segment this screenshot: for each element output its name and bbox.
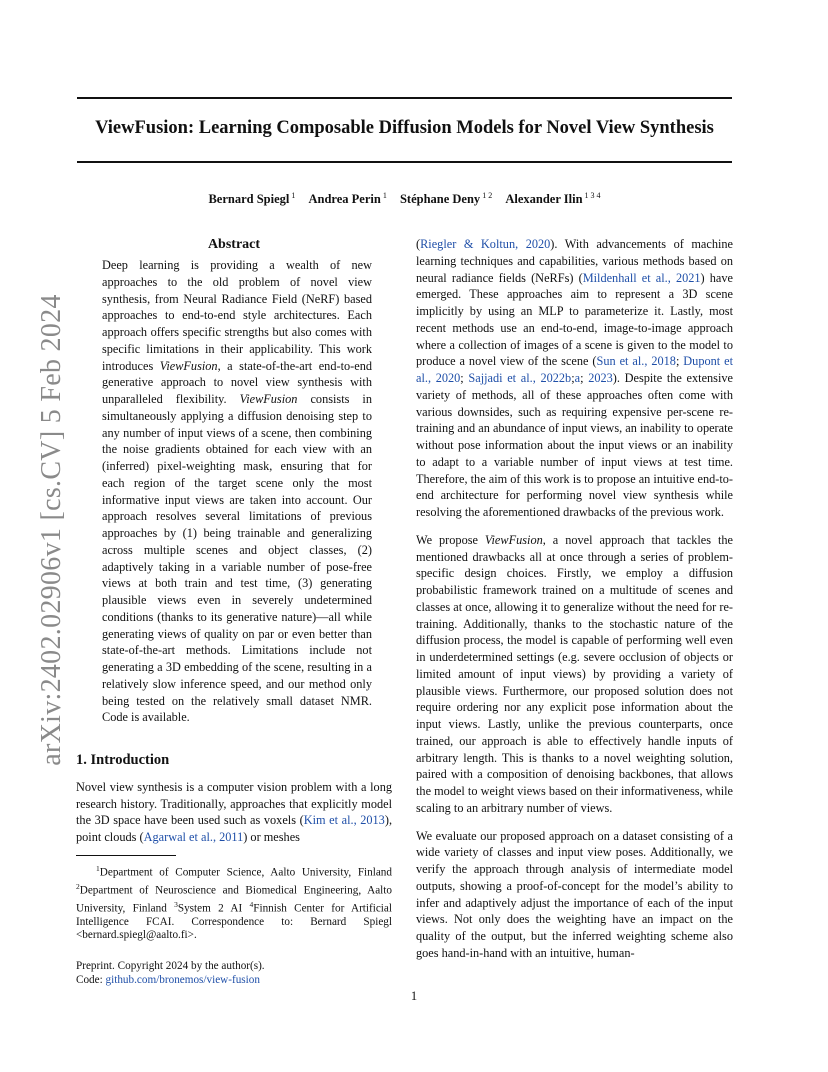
author-affiliation: 1 2	[482, 191, 493, 200]
method-name: ViewFusion	[159, 358, 218, 373]
author-name: Alexander Ilin	[505, 192, 583, 207]
footnote-marker: 3	[174, 899, 178, 909]
intro-text: ) or meshes	[243, 830, 300, 844]
affiliation: Department of Neuroscience and Biomedical Engineering, Aalto University, Finland	[76, 884, 392, 915]
title-top-rule	[77, 97, 732, 99]
title-bottom-rule	[77, 161, 732, 163]
intro-text: Novel view synthesis is a computer vision problem with a long research history. Traditionally, approaches that explicitly model the 3D space have been used such as voxels (	[76, 779, 392, 828]
code-repository-link[interactable]: github.com/bronemos/view-fusion	[105, 974, 260, 987]
footnote-marker: 1	[96, 863, 100, 873]
author	[309, 192, 387, 206]
intro-text: ). Despite the extensive variety of methods, all of these approaches often come with various downsides, such as requiring expensive per-scene re-training and an abundance of input views, an inability to operate without pose information about the input views or an inability to adapt to a variable number of input views at test time. Therefore, the aim of this work is to propose an intuitive end-to-end architecture for performing novel view synthesis while resolving the aforementioned drawbacks of the previous work.	[416, 371, 733, 519]
author	[505, 192, 600, 206]
intro-text: ), point clouds (	[76, 813, 393, 844]
author	[400, 192, 492, 206]
introduction-paragraph	[76, 779, 392, 846]
abstract-text-part: Deep learning is providing a wealth of new approaches to the old problem of novel view synthesis, from Neural Radiance Field (NeRF) based approaches to end-to-end style architectures. Each approach offers specific strengths but also comes with specific limitations in their applicability. This work introduces	[102, 258, 372, 373]
author-name: Bernard Spiegl	[208, 192, 290, 207]
introduction-paragraph: (Riegler & Koltun, 2020). With advancements of machine learning techniques and capabilities, various methods based on neural radiance fields (NeRFs) (Mildenhall et al., 2021) have emerged. These approaches aim to represent a 3D scene implicitly by using an MLP to parameterize it. Lastly, most recent methods use an end-to-end, image-to-image approach where a collection of images of a scene is given to the model to produce a novel view of the scene (Sun et al., 2018; Dupont et al., 2020; Sajjadi et al., 2022b;a; 2023). Despite the extensive variety of methods, all of these approaches often come with various downsides, such as requiring expensive per-scene re-training and an abundance of input views, an inability to operate without pose information about the input views or an inability to adapt to a variable number of input views at test time. Therefore, the aim of this work is to propose an intuitive end-to-end architecture for performing novel view synthesis while resolving the aforementioned drawbacks of the previous work.	[416, 237, 734, 519]
abstract-text-part: , a state-of-the-art end-to-end generative approach to novel view synthesis with unparalleled flexibility.	[102, 358, 372, 406]
citation-link[interactable]: Dupont et al., 2020	[416, 354, 733, 385]
citation-link[interactable]: Sun et al., 2018	[596, 354, 676, 369]
citation-link[interactable]: 2023	[588, 371, 613, 385]
affiliation: Finnish Center for Artificial Intelligence FCAI. Correspondence to: Bernard Spiegl <bernard.spiegl@aalto.fi>.	[76, 902, 392, 942]
arxiv-identifier: arXiv:2402.02906v1 [cs.CV] 5 Feb 2024	[36, 294, 67, 766]
abstract-heading: Abstract	[207, 237, 261, 252]
abstract-text	[102, 257, 372, 726]
citation-link[interactable]: Agarwal et al., 2011	[143, 830, 244, 844]
footnote-marker: 4	[249, 899, 254, 909]
footnote-divider	[76, 855, 176, 856]
author-affiliation: 1	[291, 191, 296, 200]
code-label: Code:	[76, 974, 106, 987]
citation-link[interactable]: Sajjadi et al., 2022b	[468, 371, 572, 385]
affiliation: Department of Computer Science, Aalto University, Finland	[99, 866, 392, 879]
page-number: 1	[410, 989, 418, 1003]
footnote-marker: 2	[76, 881, 80, 891]
citation-link[interactable]: a	[574, 371, 581, 385]
intro-text: ). With advancements of machine learning techniques and capabilities, various methods based on neural radiance fields (NeRFs) (	[416, 237, 734, 285]
left-column	[76, 236, 392, 987]
intro-text: We propose	[416, 532, 485, 547]
preprint-notice	[76, 959, 392, 987]
author-list	[77, 191, 732, 207]
introduction-paragraph	[416, 532, 733, 817]
citation-link[interactable]: Riegler & Koltun, 2020	[420, 237, 551, 251]
citation-link[interactable]: Kim et al., 2013	[303, 813, 385, 828]
paper-title: ViewFusion: Learning Composable Diffusion Models for Novel View Synthesis	[95, 118, 714, 138]
author-name: Stéphane Deny	[399, 192, 481, 207]
author	[208, 192, 295, 206]
intro-text: ) have emerged. These approaches aim to represent a 3D scene implicitly by using an MLP to parameterize it. Lastly, most recent methods use an end-to-end, image-to-image approach where a collection of images of a scene is given to the model to produce a novel view of the scene (	[416, 270, 733, 369]
method-name: ViewFusion	[239, 392, 298, 406]
copyright-line: Preprint. Copyright 2024 by the author(s).	[76, 960, 265, 973]
affiliation-footnote	[76, 862, 392, 943]
introduction-paragraph: We evaluate our proposed approach on a dataset consisting of a wide variety of classes and input view poses. Additionally, we verify the approach through analysis of intermediate model outputs, showing a proof-of-concept for the model’s ability to infer and adaptively adjust the importance of each of the input views. Not only does the weighting have an impact on the quality of the output, but the inferred weighting scheme also goes hand-in-hand with an intuitive, human-	[416, 828, 733, 960]
abstract-text-part: consists in simultaneously applying a diffusion denoising step to any number of input views of a scene, then combining the noise gradients obtained for each view with an (inferred) pixel-weighting mask, ensuring that for each region of the target scene only the most informative input views are taken into account. Our approach resolves several limitations of previous approaches by (1) being trainable and generalizing across multiple scenes and object classes, (2) adaptively taking in a variable number of pose-free views at both train and test time, (3) generating plausible views even in severely undetermined conditions (thanks to its generative nature)—all while generating views of quality on par or even better than state-of-the-art methods. Limitations include not generating a 3D embedding of the scene, resulting in a relatively slow inference speed, and our method only being tested on the relatively small dataset NMR. Code is available.	[102, 392, 372, 725]
code-line	[76, 973, 392, 987]
intro-text: , a novel approach that tackles the mentioned drawbacks all at once through a series of problem-specific design choices. Firstly, we employ a diffusion probabilistic framework trained on a multitude of scenes and classes at once, allowing it to generalize without the need for re-training. Additionally, thanks to the stochastic nature of the diffusion process, the model is capable of performing well even in underdetermined settings (e.g. severe occlusion of objects or limited amount of input views) by providing a variety of plausible views. Furthermore, our proposed solution does not require ordering nor any explicit pose information about the input views. Lastly, unlike the previous counterparts, once trained, our approach is able to effectively handle inputs of arbitrary length. This is thanks to a novel weighting solution, paired with a composition of denoising backbones, that allows the model to weight views based on their informativeness, while scaling to an arbitrary number of views.	[416, 532, 733, 815]
right-column	[416, 236, 733, 962]
author-name: Andrea Perin	[308, 192, 381, 207]
author-affiliation: 1 3 4	[584, 191, 601, 200]
introduction-heading: 1. Introduction	[76, 752, 170, 768]
affiliation: System 2 AI	[177, 902, 250, 915]
method-name: ViewFusion	[484, 532, 543, 547]
citation-link[interactable]: Mildenhall et al., 2021	[582, 270, 701, 285]
author-affiliation: 1	[382, 191, 387, 200]
